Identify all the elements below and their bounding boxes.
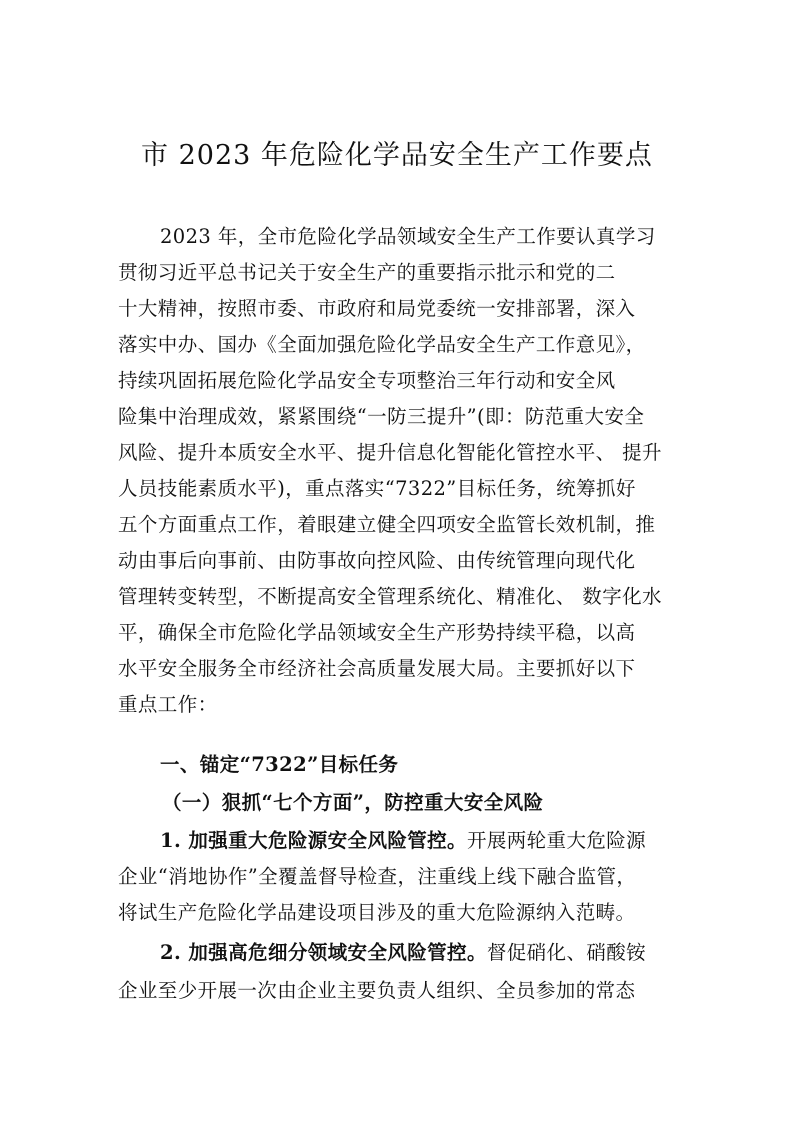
paragraph-line: 平，确保全市危险化学品领域安全生产形势持续平稳，以高 — [118, 621, 636, 644]
paragraph-line: 人员技能素质水平)，重点落实“7322”目标任务，统筹抓好 — [118, 477, 636, 500]
item-1-first-line — [160, 826, 646, 856]
paragraph-line: 五个方面重点工作，着眼建立健全四项安全监管长效机制，推 — [118, 513, 656, 536]
item-1-text: 开展两轮重大危险源 — [466, 829, 647, 852]
paragraph-line: 持续巩固拓展危险化学品安全专项整治三年行动和安全风 — [118, 369, 616, 392]
section-heading: 一、锚定“7322”目标任务 — [160, 753, 399, 776]
paragraph-line: 水平安全服务全市经济社会高质量发展大局。主要抓好以下 — [118, 657, 636, 680]
item-2-heading: 2. 加强高危细分领域安全风险管控。 — [160, 941, 487, 964]
item-2-first-line — [160, 938, 646, 968]
paragraph-line: 风险、提升本质安全水平、提升信息化智能化管控水平、 提升 — [118, 441, 662, 464]
paragraph-line: 企业至少开展一次由企业主要负责人组织、全员参加的常态 — [118, 979, 636, 1002]
paragraph-line: 落实中办、国办《全面加强危险化学品安全生产工作意见》， — [118, 333, 646, 356]
paragraph-line: 贯彻习近平总书记关于安全生产的重要指示批示和党的二 — [118, 261, 616, 284]
paragraph-line: 险集中治理成效，紧紧围绕“一防三提升”(即：防范重大安全 — [118, 405, 645, 428]
item-2-text: 督促硝化、硝酸铵 — [486, 941, 647, 964]
item-1-heading: 1. 加强重大危险源安全风险管控。 — [160, 829, 467, 852]
paragraph-line: 动由事后向事前、由防事故向控风险、由传统管理向现代化 — [118, 549, 636, 572]
paragraph-line: 2023 年，全市危险化学品领域安全生产工作要认真学习 — [160, 225, 656, 248]
paragraph-line: 企业“消地协作”全覆盖督导检查，注重线上线下融合监管， — [118, 865, 637, 888]
paragraph-line: 十大精神，按照市委、市政府和局党委统一安排部署，深入 — [118, 297, 636, 320]
paragraph-line: 重点工作： — [118, 693, 218, 716]
paragraph-line: 将试生产危险化学品建设项目涉及的重大危险源纳入范畴。 — [118, 901, 636, 924]
document-title: 市 2023 年危险化学品安全生产工作要点 — [141, 140, 653, 171]
subsection-heading: （一）狠抓“七个方面”，防控重大安全风险 — [162, 791, 544, 814]
paragraph-line: 管理转变转型，不断提高安全管理系统化、精准化、 数字化水 — [118, 585, 662, 608]
